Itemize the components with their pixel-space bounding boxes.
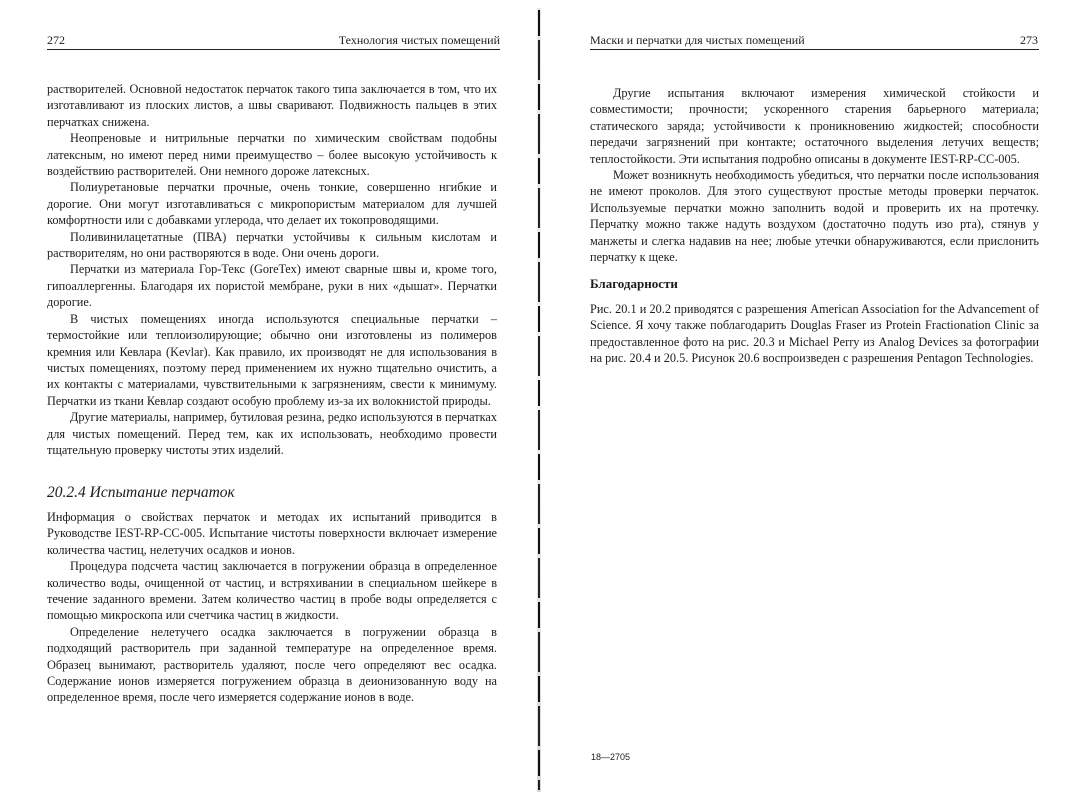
paragraph: Определение нелетучего осадка заключается в погружении образца в подходящий растворитель при заданной температуре на определенное время. Образец вынимают, растворитель удаляют, после чего определяют вес осадка. Содержание ионов измеряется погружением образца в деионизованную воду на определенное время, после чего измеряется содержание ионов в воде. [47, 624, 497, 705]
acknowledgements-body [590, 301, 1039, 367]
paragraph: Неопреновые и нитрильные перчатки по химическим свойствам подобны латексным, но имеют перед ними преимущество – более высокую устойчивость к воздействию растворителей. Они немного дороже латексных. [47, 131, 497, 179]
paragraph: Информация о свойствах перчаток и методах их испытаний приводится в Руководстве IEST-RP-CC-005. Испытание чистоты поверхности включает измерение количества частиц, нелетучих осадков и ионов. [47, 510, 497, 557]
left-body-bottom [47, 509, 497, 706]
acknowledgements-heading: Благодарности [590, 276, 678, 291]
printer-signature: 18—2705 [591, 752, 631, 762]
paragraph: Процедура подсчета частиц заключается в погружении образца в определенное количество воды, очищенной от частиц, и встряхивании в специальном шейкере в течение заданного времени. Затем количество частиц в пробе воды определяется с помощью микроскопа или счетчика частиц в жидкости. [47, 559, 497, 623]
right-body [590, 85, 1039, 265]
paragraph: Полиуретановые перчатки прочные, очень тонкие, совершенно нгибкие и дорогие. Они могут изготавливаться с микропористым материалом для лучшей комфортности или с добавками углерода, что делает их токопроводящими. [47, 180, 497, 228]
left-body-top [47, 81, 497, 458]
running-head-right: Маски и перчатки для чистых помещений [590, 33, 805, 47]
running-head-left: Технология чистых помещений [338, 33, 500, 47]
left-page [0, 0, 538, 792]
page-number-left: 272 [47, 33, 65, 47]
header-rule-left [47, 49, 500, 50]
paragraph: Перчатки из материала Гор-Текс (GoreTex) имеют сварные швы и, кроме того, гипоаллергенны. Благодаря их пористой мембране, руки в них «дышат». Перчатки дорогие. [47, 262, 497, 310]
paragraph: Рис. 20.1 и 20.2 приводятся с разрешения American Association for the Advancement of Science. Я хочу также поблагодарить Douglas Fraser из Protein Fractionation Clinic за предоставленное фото на рис. 20.3 и Michael Perry из Analog Devices за фотографии на рис. 20.4 и 20.5. Рисунок 20.6 воспроизведен с разрешения Pentagon Technologies. [590, 302, 1039, 366]
section-title: 20.2.4 Испытание перчаток [47, 484, 235, 501]
page-number-right: 273 [1020, 33, 1038, 47]
paragraph: Поливинилацетатные (ПВА) перчатки устойчивы к сильным кислотам и растворителям, но они растворяются в воде. Они очень дороги. [47, 229, 497, 261]
header-rule-right [590, 49, 1039, 50]
gutter-shadow-line [538, 10, 540, 790]
paragraph: Другие испытания включают измерения химической стойкости и совместимости; прочности; ускоренного старения барьерного материала; статического заряда; устойчивости к проникновению жидкостей; способности передачи загрязнений при контакте; остаточного выделения летучих веществ; теплостойкости. Эти испытания подробно описаны в документе IEST-RP-CC-005. [590, 86, 1039, 166]
paragraph: В чистых помещениях иногда используются специальные перчатки – термостойкие или теплоизолирующие; обычно они изготовлены из полимеров кремния или Кевлара (Kevlar). Как правило, их производят не для использования в чистых помещениях, поэтому перед применением их нужно тщательно очистить, а их контакты с материалами, чувствительными к загрязнениям, свести к минимуму. Перчатки из ткани Кевлар создают особую проблему из-за их волокнистой природы. [47, 311, 497, 408]
paragraph: Может возникнуть необходимость убедиться, что перчатки после использования не имеют проколов. Для этого существуют простые методы проверки перчаток. Используемые перчатки можно заполнить водой и проверить их на протечку. Перчатку можно также надуть воздухом (достаточно подуть изо рта), стянув у манжеты и слегка надавив на нее; любые утечки обнаруживаются, если прислонить перчатку к щеке. [590, 168, 1039, 265]
right-page [541, 0, 1079, 792]
paragraph: Другие материалы, например, бутиловая резина, редко используются в перчатках для чистых помещений. Перед тем, как их использовать, необходимо провести тщательную проверку чистоты этих изделий. [47, 410, 497, 457]
paragraph: растворителей. Основной недостаток перчаток такого типа заключается в том, что их изготавливают из плоских листов, а швы сваривают. Подвижность пальцев в этих перчатках снижена. [47, 82, 497, 129]
